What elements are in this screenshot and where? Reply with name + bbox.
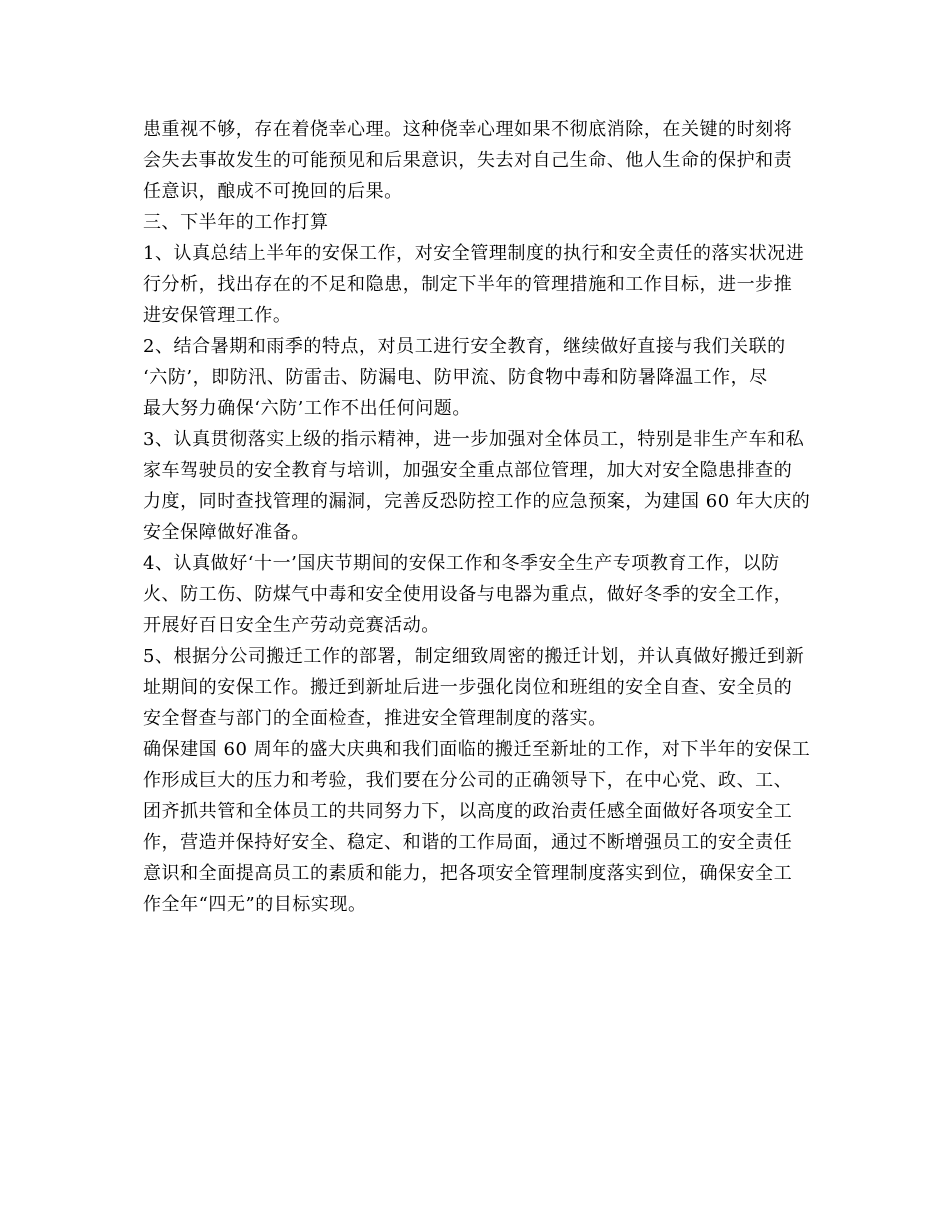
- text-line: 安全督查与部门的全面检查，推进安全管理制度的落实。: [143, 708, 607, 729]
- text-line: 行分析，找出存在的不足和隐患，制定下半年的管理措施和工作目标，进一步推: [143, 274, 793, 295]
- text-line: 最大努力确保‘六防’工作不出任何问题。: [143, 398, 471, 419]
- text-line: 4、认真做好‘十一’国庆节期间的安保工作和冬季安全生产专项教育工作，以防: [143, 553, 780, 574]
- text-line: 家车驾驶员的安全教育与培训，加强安全重点部位管理，加大对安全隐患排查的: [143, 460, 793, 481]
- text-line: 3、认真贯彻落实上级的指示精神，进一步加强对全体员工，特别是非生产车和私: [143, 429, 805, 450]
- text-line: 作，营造并保持好安全、稳定、和谐的工作局面，通过不断增强员工的安全责任: [143, 832, 793, 853]
- text-line: ‘六防’，即防汛、防雷击、防漏电、防甲流、防食物中毒和防暑降温工作，尽: [143, 367, 768, 388]
- text-line: 开展好百日安全生产劳动竞赛活动。: [143, 615, 440, 636]
- text-line: 作全年“四无”的目标实现。: [143, 894, 367, 915]
- text-line: 会失去事故发生的可能预见和后果意识，失去对自己生命、他人生命的保护和责: [143, 150, 793, 171]
- text-line: 址期间的安保工作。搬迁到新址后进一步强化岗位和班组的安全自查、安全员的: [143, 677, 793, 698]
- text-line: 意识和全面提高员工的素质和能力，把各项安全管理制度落实到位，确保安全工: [143, 863, 793, 884]
- text-line: 团齐抓共管和全体员工的共同努力下，以高度的政治责任感全面做好各项安全工: [143, 801, 793, 822]
- text-line: 确保建国 60 周年的盛大庆典和我们面临的搬迁至新址的工作，对下半年的安保工: [143, 739, 811, 760]
- text-line: 5、根据分公司搬迁工作的部署，制定细致周密的搬迁计划，并认真做好搬迁到新: [143, 646, 805, 667]
- text-line: 作形成巨大的压力和考验，我们要在分公司的正确领导下，在中心党、政、工、: [143, 770, 793, 791]
- text-line: 火、防工伤、防煤气中毒和安全使用设备与电器为重点，做好冬季的安全工作，: [143, 584, 793, 605]
- text-line: 2、结合暑期和雨季的特点，对员工进行安全教育，继续做好直接与我们关联的: [143, 336, 786, 357]
- text-line: 力度，同时查找管理的漏洞，完善反恐防控工作的应急预案，为建国 60 年大庆的: [143, 491, 811, 512]
- text-line: 患重视不够，存在着侥幸心理。这种侥幸心理如果不彻底消除，在关键的时刻将: [143, 119, 793, 140]
- section-heading: 三、下半年的工作打算: [143, 212, 329, 233]
- document-page: [143, 114, 811, 920]
- text-line: 进安保管理工作。: [143, 305, 292, 326]
- text-line: 安全保障做好准备。: [143, 522, 310, 543]
- text-line: 1、认真总结上半年的安保工作，对安全管理制度的执行和安全责任的落实状况进: [143, 243, 805, 264]
- text-line: 任意识，酿成不可挽回的后果。: [143, 181, 403, 202]
